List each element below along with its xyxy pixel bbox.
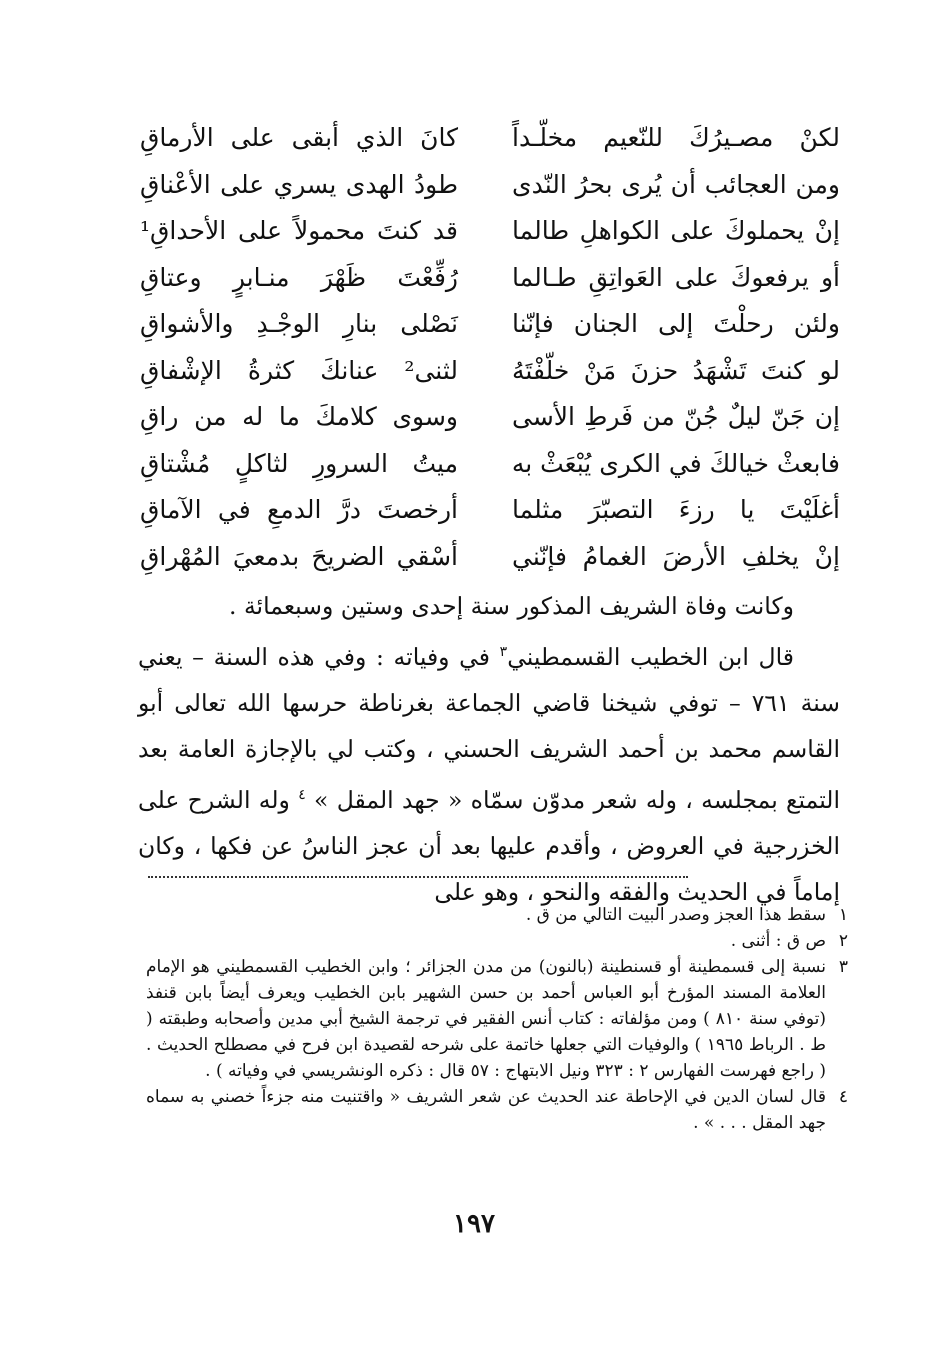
footnote-text: نسبة إلى قسمطينة أو قسنطينة (بالنون) من مدن الجزائر ؛ وابن الخطيب القسمطيني هو الإمام العلامة المسند المؤرخ أبو العباس أحمد بن حسن الشهير بابن الخطيب ويعرف أيضاً بابن قنفذ (توفي سنة ٨١٠ ) ومن مؤلفاته : كتاب أنس الفقير في ترجمة الشيخ أبي مدين وأصحابه وطبقته ( ط . الرباط ١٩٦٥ ) والوفيات التي جعلها خاتمة على شرحه لقصيدة ابن فرح في مصطلح الحديث . ( راجع فهرست الفهارس ٢ : ٣٢٣ ونيل الابتهاج : ٥٧ قال : ذكره الونشريسي في وفياته ) .: [146, 957, 826, 1081]
verse-first-hemistich: فابعثْ خيالكَ في الكرى يُبْعَثْ به: [511, 448, 840, 478]
footnote: [146, 902, 848, 928]
verse-second-hemistich: لثنى² عنانكَ كثرةُ الإشْفاقِ: [140, 355, 458, 385]
paragraph-text: قال ابن الخطيب القسمطيني: [507, 642, 794, 671]
verse-first-hemistich: إنْ يخلفِ الأرضَ الغمامُ فإنّني: [512, 541, 840, 571]
verse-second-hemistich: قد كنتَ محمولاً على الأحداقِ¹: [140, 216, 458, 245]
footnote-ref: ٣: [499, 644, 508, 660]
paragraph-text: في وفياته : وفي هذه السنة – يعني سنة ٧٦١ – توفي شيخنا قاضي الجماعة بغرناطة حرسها الله تعالى أبو القاسم محمد بن أحمد الشريف الحسني ، وكتب لي بالإجازة العامة بعد التمتع بمجلسه ، وله شعر مدوّن سمّاه « جهد المقل »: [138, 642, 840, 814]
footnote-ref: ٤: [298, 786, 306, 803]
verse: [140, 208, 840, 255]
footnotes: [146, 902, 848, 1136]
verse-first-hemistich: إنْ يحملوكَ على الكواهلِ طالما: [512, 216, 840, 245]
verse: [140, 348, 840, 395]
footnote-text: سقط هذا العجز وصدر البيت التالي من ق .: [525, 905, 826, 925]
verse-second-hemistich: نَصْلى بنارِ الوجْـدِ والأشواقِ: [140, 309, 458, 338]
footnote-text: قال لسان الدين في الإحاطة عند الحديث عن شعر الشريف « واقتنيت منه جزءاً خصني به سماه جهد المقل . . . » .: [146, 1087, 826, 1133]
verse-second-hemistich: طودُ الهدى يسري على الأعْناقِ: [140, 169, 458, 199]
footnote-text: ص ق : أثنى .: [730, 931, 826, 951]
verse: [140, 394, 840, 441]
verse-second-hemistich: أرخصتَ درَّ الدمعِ في الآماقِ: [140, 495, 458, 524]
footnote-number: ٤: [838, 1087, 848, 1107]
footnote-separator: [148, 876, 688, 878]
verse-second-hemistich: أسْقي الضريحَ بدمعيَ المُهْراقِ: [140, 541, 458, 571]
verse-first-hemistich: ومن العجائب أن يُرى بحرُ النّدى: [512, 169, 840, 199]
verse-first-hemistich: أو يرفعوكَ على العَواتِقِ طـالما: [512, 262, 840, 292]
verse: [140, 487, 840, 534]
verse-second-hemistich: كانَ الذي أبقى على الأرماقِ: [140, 123, 458, 152]
verse-first-hemistich: لكنْ مصـيرُكَ للنّعيم مخلّـداً: [512, 123, 840, 152]
paragraph: وكانت وفاة الشريف المذكور سنة إحدى وستين وسبعمائة .: [229, 592, 794, 620]
prose-body: [138, 583, 840, 915]
footnote: [146, 1084, 848, 1136]
verse: [140, 441, 840, 488]
paragraph: [138, 629, 840, 915]
poem: [140, 115, 840, 580]
footnote: [146, 954, 848, 1084]
verse: [140, 534, 840, 581]
verse-first-hemistich: أغلَيْتَ يا رزءَ التصبّرَ مثلما: [512, 495, 840, 524]
verse: [140, 255, 840, 302]
footnote-number: ١: [838, 905, 848, 925]
verse-second-hemistich: وسوى كلامكَ ما له من راقِ: [140, 402, 458, 431]
verse: [140, 115, 840, 162]
footnote-number: ٢: [838, 931, 848, 951]
footnote: [146, 928, 848, 954]
paragraph-text: وله الشرح على الخزرجية في العروض ، وأقدم عليها بعد أن عجز الناسُ عن فكها ، وكان إماماً في الحديث والفقه والنحو ، وهو على: [138, 785, 840, 906]
verse: [140, 301, 840, 348]
verse-first-hemistich: لو كنتَ تَشْهَدُ حزنَ مَنْ خلّفْتَهُ: [512, 355, 840, 385]
verse-first-hemistich: ولئن رحلْتَ إلى الجنان فإنّنا: [512, 309, 840, 338]
page-number: ١٩٧: [453, 1209, 495, 1239]
verse-first-hemistich: إن جَنّ ليلٌ جُنّ من فَرطِ الأسى: [512, 402, 840, 431]
verse: [140, 162, 840, 209]
verse-second-hemistich: ميتُ السرورِ لثاكلٍ مُشْتاقِ: [140, 448, 458, 478]
verse-second-hemistich: رُفِّعْتَ ظَهْرَ منـابرٍ وعتاقِ: [140, 262, 458, 292]
footnote-number: ٣: [838, 957, 848, 977]
